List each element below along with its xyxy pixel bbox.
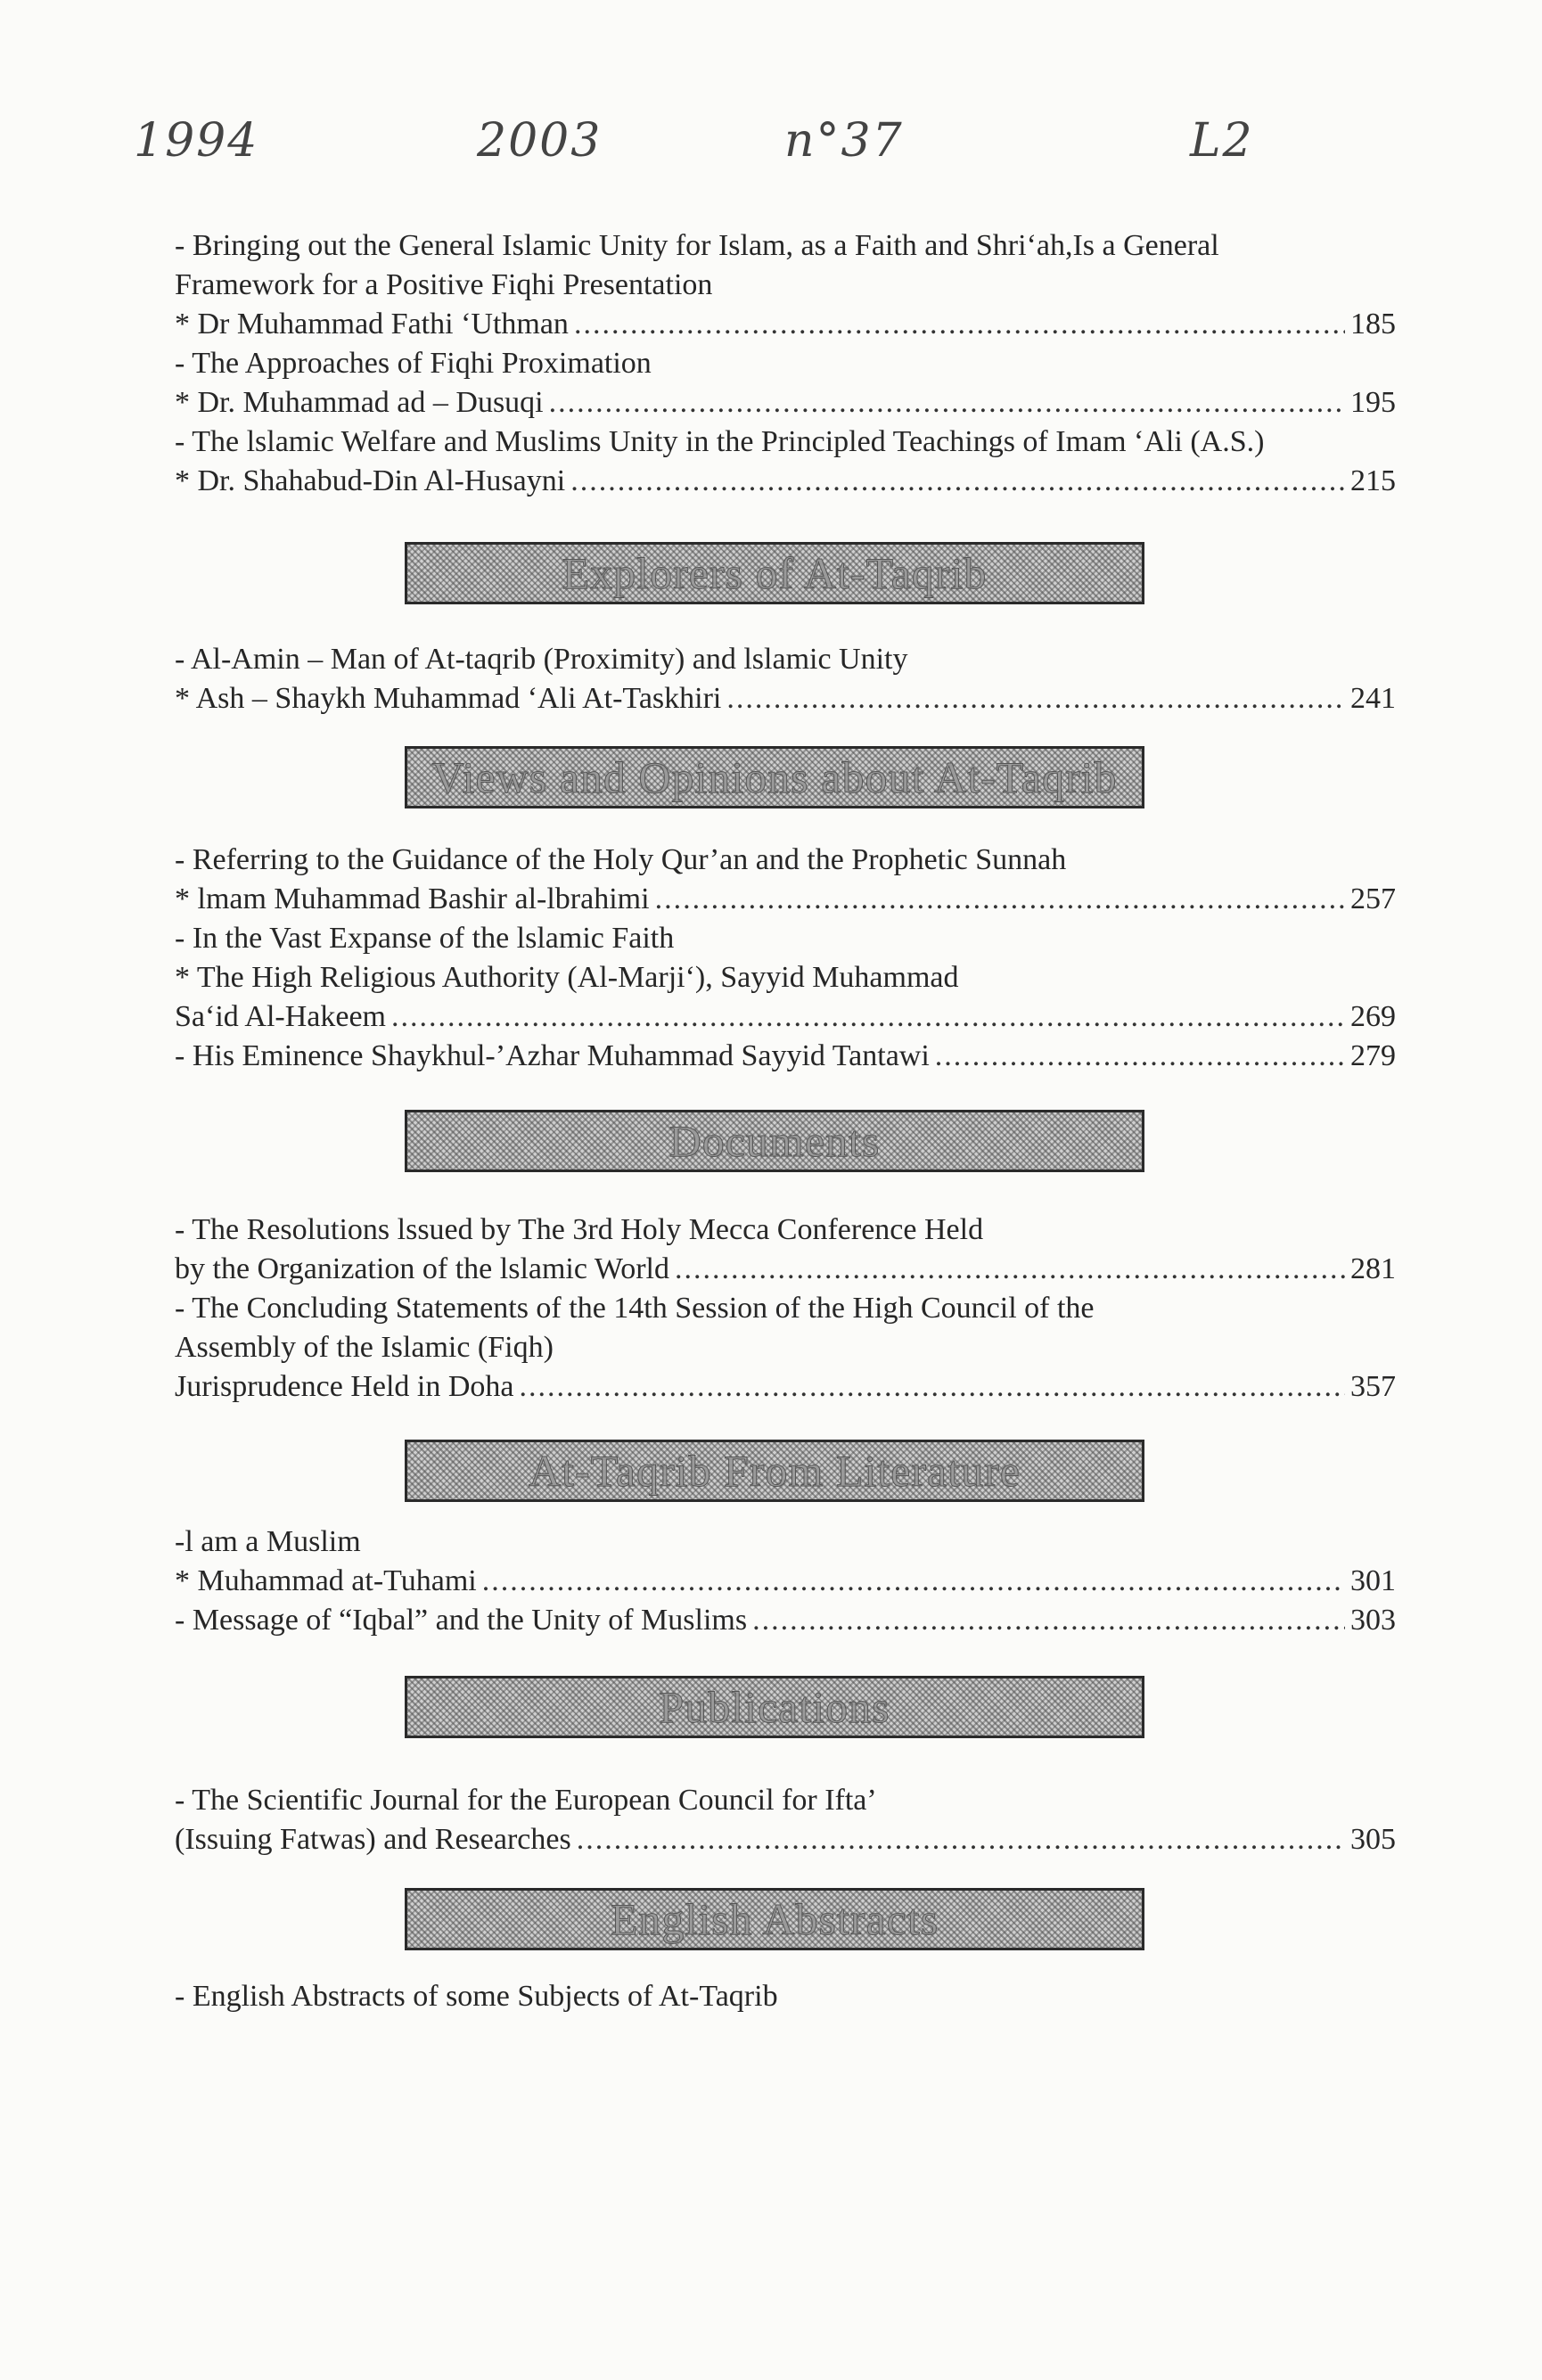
toc-line: [175, 267, 1396, 303]
dot-leader: [549, 385, 1345, 421]
section-banner: [405, 542, 1144, 604]
toc-line-text: * Dr. Muhammad ad – Dusuqi: [175, 386, 544, 419]
toc-line: [175, 642, 1396, 677]
dot-leader: [570, 464, 1345, 499]
toc-line: [175, 228, 1396, 264]
page-number: 195: [1350, 386, 1396, 419]
section-heading: Documents: [668, 1116, 881, 1166]
toc-line: [175, 882, 1396, 917]
toc-line: [175, 307, 1396, 342]
toc-line: [175, 464, 1396, 499]
toc-line-text: * The High Religious Authority (Al-Marji‘), Sayyid Muhammad: [175, 961, 959, 994]
dot-leader: [574, 307, 1345, 342]
handwritten-year-start: 1994: [134, 114, 259, 168]
toc-line: [175, 960, 1396, 996]
toc-line-text: - English Abstracts of some Subjects of At-Taqrib: [175, 1980, 778, 2013]
dot-leader: [391, 999, 1345, 1035]
section-banner: [405, 1110, 1144, 1172]
dot-leader: [935, 1038, 1345, 1074]
toc-line: [175, 1563, 1396, 1599]
section-heading: Explorers of At-Taqrib: [562, 548, 988, 598]
toc-line: [175, 1524, 1396, 1560]
page-number: 281: [1350, 1252, 1396, 1285]
toc-line: [175, 999, 1396, 1035]
page-number: 305: [1350, 1823, 1396, 1856]
section-heading: Publications: [659, 1682, 890, 1732]
toc-line-text: - The Resolutions lssued by The 3rd Holy Mecca Conference Held: [175, 1213, 984, 1246]
dot-leader: [577, 1822, 1345, 1858]
page-number: 357: [1350, 1370, 1396, 1403]
page-number: 269: [1350, 1000, 1396, 1033]
section-heading: English Abstracts: [610, 1894, 939, 1944]
toc-line-text: (Issuing Fatwas) and Researches: [175, 1823, 571, 1856]
handwritten-shelf-mark: L2: [1190, 114, 1254, 168]
toc-line-text: - Message of “Iqbal” and the Unity of Muslims: [175, 1604, 748, 1637]
dot-leader: [726, 681, 1345, 717]
toc-line-text: * Dr. Shahabud-Din Al-Husayni: [175, 464, 566, 497]
toc-line: [175, 424, 1396, 460]
dot-leader: [752, 1603, 1345, 1638]
toc-line-text: * Ash – Shaykh Muhammad ‘Ali At-Taskhiri: [175, 682, 722, 715]
toc-line-text: Framework for a Positive Fiqhi Presentation: [175, 268, 713, 301]
handwritten-year-end: 2003: [477, 114, 603, 168]
page-number: 301: [1350, 1564, 1396, 1597]
toc-line-text: - Bringing out the General Islamic Unity for Islam, as a Faith and Shri‘ah,Is a General: [175, 229, 1219, 262]
toc-line: [175, 1330, 1396, 1366]
section-heading: Views and Opinions about At-Taqrib: [431, 752, 1118, 802]
toc-line: [175, 1291, 1396, 1326]
toc-line: [175, 385, 1396, 421]
page-number: 215: [1350, 464, 1396, 497]
dot-leader: [675, 1252, 1345, 1287]
handwritten-issue-number: n°37: [784, 114, 904, 168]
toc-line: [175, 1603, 1396, 1638]
toc-line: [175, 1822, 1396, 1858]
toc-line-text: Assembly of the Islamic (Fiqh): [175, 1331, 554, 1364]
toc-line: [175, 346, 1396, 382]
toc-line-text: - In the Vast Expanse of the lslamic Faith: [175, 922, 675, 955]
toc-line: [175, 1212, 1396, 1248]
section-banner: [405, 1676, 1144, 1738]
toc-line-text: by the Organization of the lslamic World: [175, 1252, 669, 1285]
toc-line-text: - The Scientific Journal for the European Council for Ifta’: [175, 1784, 877, 1817]
toc-line-text: - The lslamic Welfare and Muslims Unity in the Principled Teachings of Imam ‘Ali (A.S.): [175, 425, 1265, 458]
toc-line-text: * Dr Muhammad Fathi ‘Uthman: [175, 308, 569, 341]
toc-line-text: - Referring to the Guidance of the Holy Qur’an and the Prophetic Sunnah: [175, 843, 1067, 876]
toc-line-text: - His Eminence Shaykhul-’Azhar Muhammad Sayyid Tantawi: [175, 1039, 930, 1072]
toc-line-text: - The Concluding Statements of the 14th Session of the High Council of the: [175, 1292, 1095, 1325]
toc-line: [175, 1783, 1396, 1818]
toc-line-text: - Al-Amin – Man of At-taqrib (Proximity) and lslamic Unity: [175, 643, 908, 676]
page-number: 279: [1350, 1039, 1396, 1072]
dot-leader: [520, 1369, 1345, 1405]
page-number: 241: [1350, 682, 1396, 715]
toc-line-text: -l am a Muslim: [175, 1525, 361, 1558]
page-number: 257: [1350, 882, 1396, 915]
section-banner: [405, 1888, 1144, 1950]
dot-leader: [482, 1563, 1345, 1599]
toc-line-text: Jurisprudence Held in Doha: [175, 1370, 514, 1403]
toc-line-text: * Muhammad at-Tuhami: [175, 1564, 477, 1597]
toc-line: [175, 1369, 1396, 1405]
toc-line: [175, 921, 1396, 956]
toc-line-text: - The Approaches of Fiqhi Proximation: [175, 347, 652, 380]
section-banner: [405, 746, 1144, 808]
section-banner: [405, 1440, 1144, 1502]
page-number: 303: [1350, 1604, 1396, 1637]
toc-line: [175, 1252, 1396, 1287]
dot-leader: [655, 882, 1345, 917]
toc-line-text: * lmam Muhammad Bashir al-lbrahimi: [175, 882, 650, 915]
toc-line: [175, 842, 1396, 878]
toc-line-text: Sa‘id Al-Hakeem: [175, 1000, 386, 1033]
toc-line: [175, 681, 1396, 717]
section-heading: At-Taqrib From Literature: [529, 1446, 1021, 1496]
page-number: 185: [1350, 308, 1396, 341]
toc-line: [175, 1979, 1396, 2015]
toc-line: [175, 1038, 1396, 1074]
